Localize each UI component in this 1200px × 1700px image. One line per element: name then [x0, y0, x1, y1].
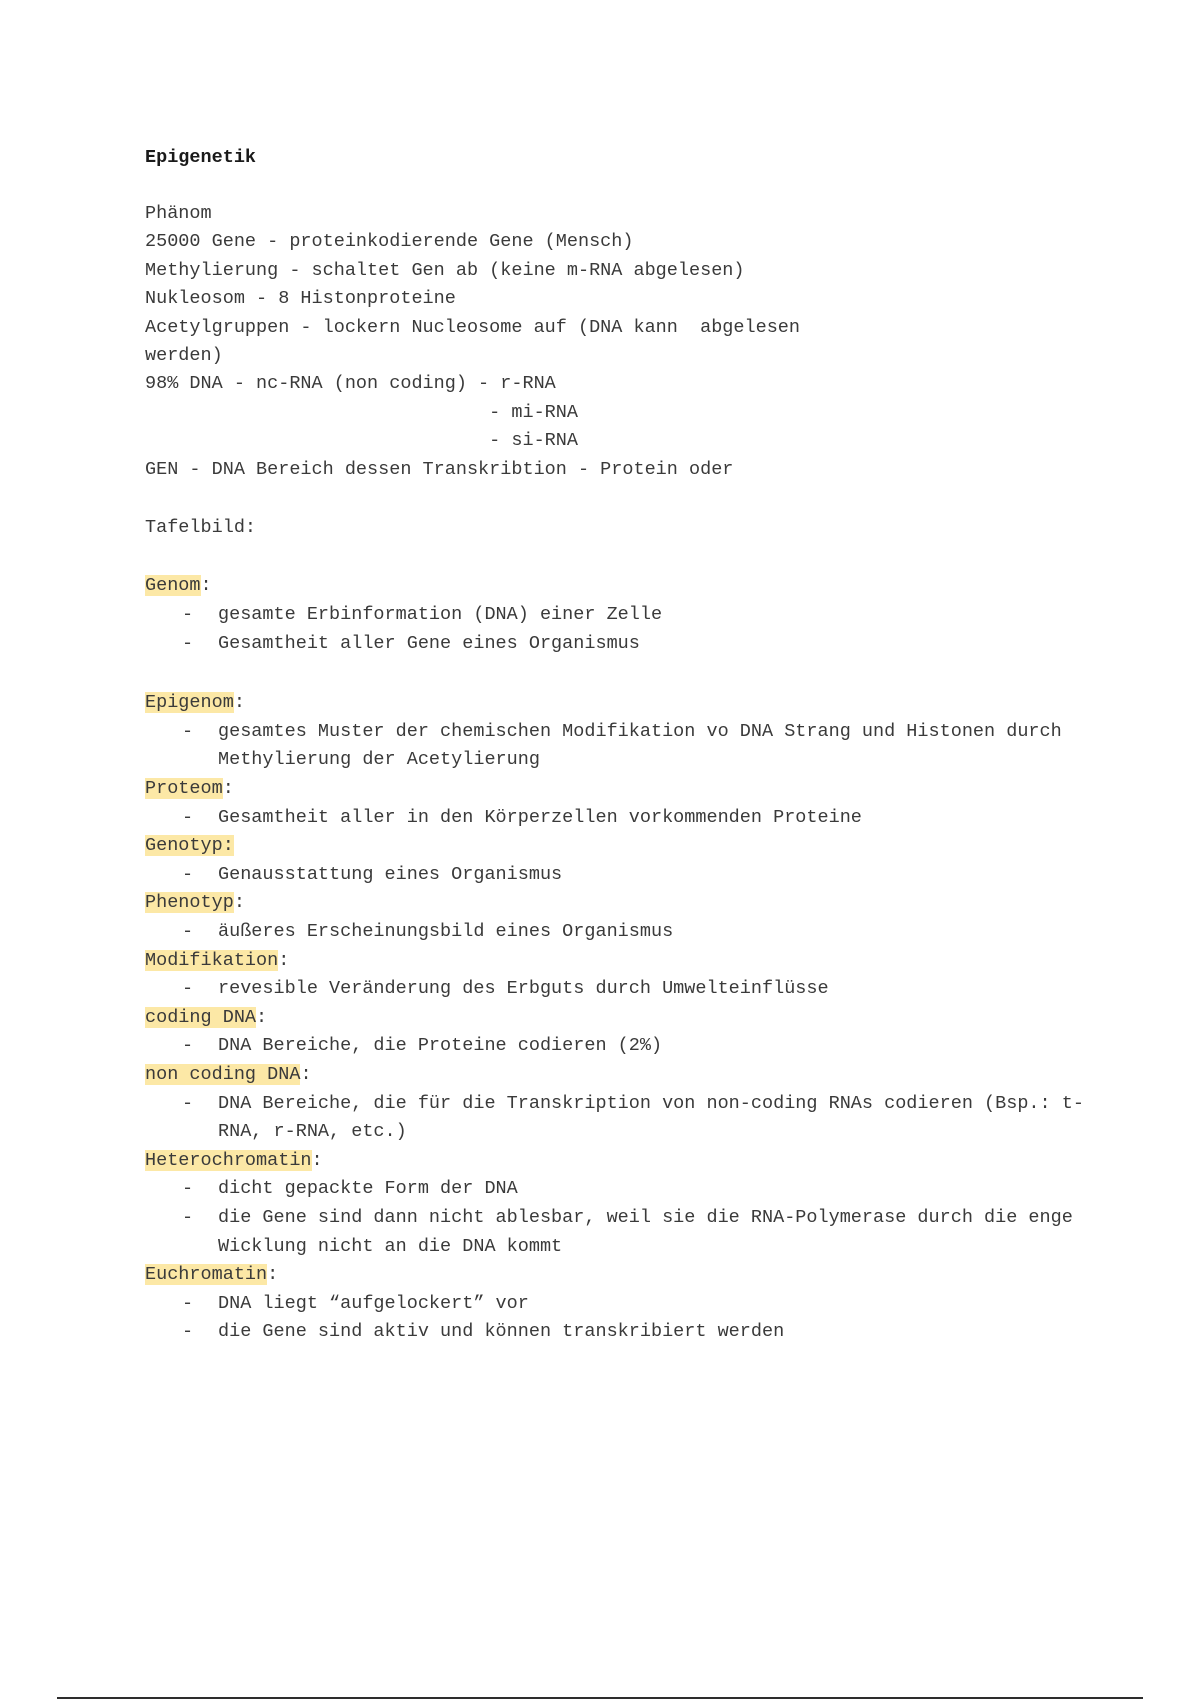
definition-term: Euchromatin [145, 1264, 268, 1286]
bullet-text: äußeres Erscheinungsbild eines Organismus [218, 921, 674, 942]
bullet-text: Gesamtheit aller Gene eines Organismus [218, 632, 640, 654]
definition-block [145, 1061, 1095, 1147]
definition-bullet [145, 975, 1095, 1004]
intro-line: Methylierung - schaltet Gen ab (keine m-RNA abgelesen) [145, 259, 745, 281]
bullet-dash: - [182, 1292, 194, 1314]
bullet-text: DNA liegt “aufgelockert” vor [218, 1292, 529, 1314]
definition-block [145, 572, 1095, 658]
bullet-dash: - [182, 806, 194, 828]
definition-term: Genom [145, 575, 201, 597]
definition-block [145, 889, 1095, 946]
bullet-text: dicht gepackte Form der DNA [218, 1178, 518, 1200]
definition-bullet [145, 601, 1095, 630]
definition-bullet [145, 1290, 1095, 1319]
document-content [145, 144, 1095, 1347]
intro-line: werden) [145, 345, 223, 367]
term-colon: : [200, 575, 212, 597]
definition-bullet [145, 1032, 1095, 1061]
definition-term: coding DNA [145, 1006, 257, 1028]
definition-block [145, 689, 1095, 775]
definition-block [145, 1147, 1095, 1261]
bullet-text: DNA Bereiche, die für die Transkription von non-coding RNAs codieren (Bsp.: t-RNA, r-RNA, etc.) [218, 1092, 1084, 1143]
definition-term-line [145, 1147, 1095, 1176]
definition-term-line [145, 1061, 1095, 1090]
definition-term: Proteom [145, 778, 223, 800]
definition-term: Epigenom [145, 692, 234, 714]
term-colon: : [233, 692, 245, 714]
footer-divider [57, 1697, 1143, 1699]
definition-term-line [145, 1004, 1095, 1033]
bullet-dash: - [182, 604, 194, 626]
intro-line: Nukleosom - 8 Histonproteine [145, 288, 456, 310]
document-title: Epigenetik [145, 147, 257, 168]
definition-block [145, 775, 1095, 832]
bullet-text: Genausstattung eines Organismus [218, 863, 563, 885]
term-colon: : [256, 1006, 268, 1028]
definition-bullet [145, 1090, 1095, 1147]
bullet-dash: - [182, 863, 194, 885]
bullet-text: gesamtes Muster der chemischen Modifikation vo DNA Strang und Histonen durch Methylierung der Acetylierung [218, 720, 1073, 771]
bullet-dash: - [182, 720, 194, 742]
definition-bullet [145, 1204, 1095, 1261]
intro-line: Acetylgruppen - lockern Nucleosome auf (DNA kann abgelesen [145, 316, 801, 338]
board-label: Tafelbild: [145, 517, 257, 539]
definition-block [145, 832, 1095, 889]
definition-term: Heterochromatin [145, 1149, 312, 1171]
definition-term-line [145, 572, 1095, 601]
bullet-text: die Gene sind aktiv und können transkribiert werden [218, 1321, 785, 1343]
bullet-text: gesamte Erbinformation (DNA) einer Zelle [218, 604, 663, 626]
definition-bullet [145, 1318, 1095, 1347]
bullet-text: DNA Bereiche, die Proteine codieren (2%) [218, 1035, 663, 1057]
term-colon: : [267, 1264, 279, 1286]
definition-block [145, 1261, 1095, 1347]
bullet-dash: - [182, 1206, 194, 1228]
bullet-dash: - [182, 632, 194, 654]
definition-term-line [145, 1261, 1095, 1290]
definition-bullet [145, 918, 1095, 947]
definition-bullet [145, 804, 1095, 833]
intro-line: GEN - DNA Bereich dessen Transkribtion - Protein oder [145, 458, 734, 480]
bullet-dash: - [182, 921, 194, 942]
bullet-text: revesible Veränderung des Erbguts durch Umwelteinflüsse [218, 978, 829, 1000]
term-colon: : [233, 892, 245, 914]
intro-line: 25000 Gene - proteinkodierende Gene (Mensch) [145, 231, 634, 253]
definition-block [145, 1004, 1095, 1061]
definition-term: Modifikation [145, 949, 279, 971]
bullet-dash: - [182, 978, 194, 1000]
bullet-dash: - [182, 1178, 194, 1200]
definition-term-line [145, 947, 1095, 976]
intro-line: Phänom [145, 203, 212, 224]
term-colon: : [278, 949, 290, 971]
term-colon: : [222, 778, 234, 800]
bullet-text: die Gene sind dann nicht ablesbar, weil sie die RNA-Polymerase durch die enge Wicklung nicht an die DNA kommt [218, 1206, 1084, 1257]
intro-line: - si-RNA [145, 430, 578, 452]
intro-notes [145, 200, 1095, 484]
definition-bullet [145, 630, 1095, 659]
definition-term: non coding DNA [145, 1063, 301, 1085]
definition-term-line [145, 689, 1095, 718]
definition-bullet [145, 718, 1095, 775]
definition-term-line [145, 832, 1095, 861]
bullet-dash: - [182, 1035, 194, 1057]
term-colon: : [311, 1149, 323, 1171]
definition-bullet [145, 1175, 1095, 1204]
definition-term: Genotyp: [145, 835, 234, 857]
definition-term: Phenotyp [145, 892, 234, 914]
definition-term-line [145, 889, 1095, 918]
definition-block [145, 947, 1095, 1004]
bullet-dash: - [182, 1092, 194, 1114]
intro-line: 98% DNA - nc-RNA (non coding) - r-RNA [145, 373, 556, 395]
term-colon: : [300, 1063, 312, 1085]
bullet-text: Gesamtheit aller in den Körperzellen vorkommenden Proteine [218, 806, 862, 828]
definition-bullet [145, 861, 1095, 890]
definition-term-line [145, 775, 1095, 804]
bullet-dash: - [182, 1321, 194, 1343]
intro-line: - mi-RNA [145, 401, 578, 423]
